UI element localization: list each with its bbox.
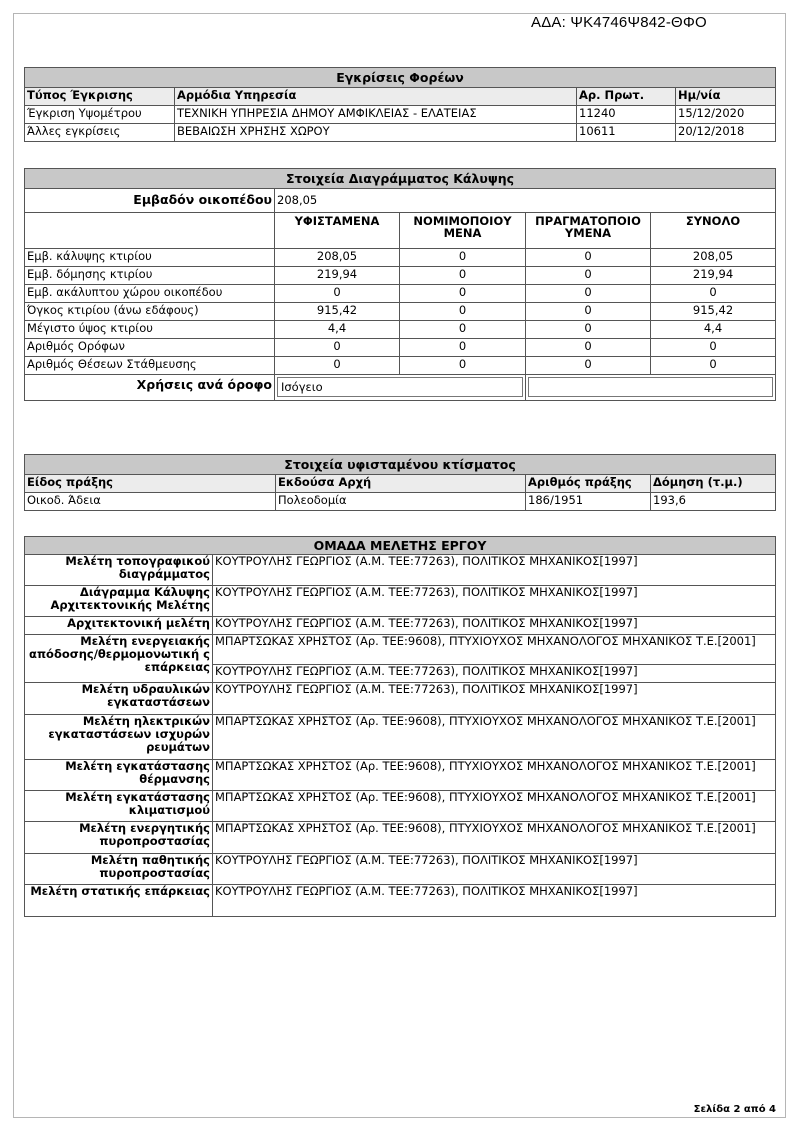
study-engineer: ΜΠΑΡΤΣΩΚΑΣ ΧΡΗΣΤΟΣ (Αρ. ΤΕΕ:9608), ΠΤΥΧΙΟΥΧΟΣ ΜΗΧΑΝΟΛΟΓΟΣ ΜΗΧΑΝΙΚΟΣ Τ.Ε.[2001] — [213, 635, 776, 665]
study-engineer: ΜΠΑΡΤΣΩΚΑΣ ΧΡΗΣΤΟΣ (Αρ. ΤΕΕ:9608), ΠΤΥΧΙΟΥΧΟΣ ΜΗΧΑΝΟΛΟΓΟΣ ΜΗΧΑΝΙΚΟΣ Τ.Ε.[2001] — [213, 822, 776, 854]
cell: Οικοδ. Άδεια — [25, 493, 276, 511]
cell: 915,42 — [651, 303, 776, 321]
page-number: Σελίδα 2 από 4 — [693, 1104, 776, 1115]
col-header: Αρ. Πρωτ. — [577, 88, 676, 106]
team-row — [25, 885, 776, 917]
coverage-table — [24, 168, 776, 401]
study-label: Μελέτη στατικής επάρκειας — [25, 885, 213, 917]
study-engineer: ΚΟΥΤΡΟΥΛΗΣ ΓΕΩΡΓΙΟΣ (Α.Μ. ΤΕΕ:77263), ΠΟΛΙΤΙΚΟΣ ΜΗΧΑΝΙΚΟΣ[1997] — [213, 683, 776, 715]
team-row — [25, 854, 776, 885]
table-row — [25, 321, 776, 339]
cell: 0 — [651, 285, 776, 303]
ada-code: ΑΔΑ: ΨΚ4746Ψ842-ΘΦΟ — [531, 14, 707, 31]
row-label: Εμβ. κάλυψης κτιρίου — [25, 249, 275, 267]
team-row — [25, 555, 776, 586]
cell: 0 — [526, 339, 651, 357]
cell: 219,94 — [651, 267, 776, 285]
study-label: Μελέτη παθητικής πυροπροστασίας — [25, 854, 213, 885]
cell: 0 — [275, 357, 400, 375]
col-header: Αρμόδια Υπηρεσία — [175, 88, 577, 106]
study-engineer: ΜΠΑΡΤΣΩΚΑΣ ΧΡΗΣΤΟΣ (Αρ. ΤΕΕ:9608), ΠΤΥΧΙΟΥΧΟΣ ΜΗΧΑΝΟΛΟΓΟΣ ΜΗΧΑΝΙΚΟΣ Τ.Ε.[2001] — [213, 791, 776, 822]
cell: 0 — [526, 303, 651, 321]
table-row — [25, 249, 776, 267]
cell: 0 — [526, 357, 651, 375]
cell: 219,94 — [275, 267, 400, 285]
uses-label: Χρήσεις ανά όροφο — [25, 375, 275, 401]
uses-value: Ισόγειο — [277, 377, 523, 397]
col-header: Τύπος Έγκρισης — [25, 88, 175, 106]
study-label: Μελέτη εγκατάστασης θέρμανσης — [25, 760, 213, 791]
cell: 11240 — [577, 106, 676, 124]
study-engineer: ΚΟΥΤΡΟΥΛΗΣ ΓΕΩΡΓΙΟΣ (Α.Μ. ΤΕΕ:77263), ΠΟΛΙΤΙΚΟΣ ΜΗΧΑΝΙΚΟΣ[1997] — [213, 617, 776, 635]
cell: 915,42 — [275, 303, 400, 321]
study-label: Μελέτη ηλεκτρικών εγκαταστάσεων ισχυρών ρευμάτων — [25, 715, 213, 760]
study-label: Μελέτη ενεργειακής απόδοσης/θερμομονωτική ς επάρκειας — [25, 635, 213, 683]
table-row — [25, 303, 776, 321]
study-engineer: ΚΟΥΤΡΟΥΛΗΣ ΓΕΩΡΓΙΟΣ (Α.Μ. ΤΕΕ:77263), ΠΟΛΙΤΙΚΟΣ ΜΗΧΑΝΙΚΟΣ[1997] — [213, 586, 776, 617]
table-row — [25, 357, 776, 375]
study-label: Αρχιτεκτονική μελέτη — [25, 617, 213, 635]
uses-cell-2 — [526, 375, 776, 401]
team-row — [25, 683, 776, 715]
cell: ΒΕΒΑΙΩΣΗ ΧΡΗΣΗΣ ΧΩΡΟΥ — [175, 124, 577, 142]
row-label: Μέγιστο ύψος κτιρίου — [25, 321, 275, 339]
row-label: Εμβ. δόμησης κτιρίου — [25, 267, 275, 285]
team-row — [25, 760, 776, 791]
study-engineer: ΚΟΥΤΡΟΥΛΗΣ ΓΕΩΡΓΙΟΣ (Α.Μ. ΤΕΕ:77263), ΠΟΛΙΤΙΚΟΣ ΜΗΧΑΝΙΚΟΣ[1997] — [213, 854, 776, 885]
approvals-title: Εγκρίσεις Φορέων — [25, 68, 776, 88]
existing-building-table — [24, 454, 776, 511]
col-header-total: ΣΥΝΟΛΟ — [651, 213, 776, 249]
team-title: ΟΜΑΔΑ ΜΕΛΕΤΗΣ ΕΡΓΟΥ — [25, 537, 776, 555]
col-header: Ημ/νία — [676, 88, 776, 106]
col-header: Είδος πράξης — [25, 475, 276, 493]
plot-area-label: Εμβαδόν οικοπέδου — [25, 189, 275, 213]
team-row — [25, 617, 776, 635]
cell: Έγκριση Υψομέτρου — [25, 106, 175, 124]
study-engineer: ΜΠΑΡΤΣΩΚΑΣ ΧΡΗΣΤΟΣ (Αρ. ΤΕΕ:9608), ΠΤΥΧΙΟΥΧΟΣ ΜΗΧΑΝΟΛΟΓΟΣ ΜΗΧΑΝΙΚΟΣ Τ.Ε.[2001] — [213, 760, 776, 791]
cell: 4,4 — [275, 321, 400, 339]
cell: 186/1951 — [526, 493, 651, 511]
cell: 0 — [400, 321, 526, 339]
approvals-table — [24, 67, 776, 142]
col-header-existing: ΥΦΙΣΤΑΜΕΝΑ — [275, 213, 400, 249]
table-row — [25, 285, 776, 303]
study-engineer: ΚΟΥΤΡΟΥΛΗΣ ΓΕΩΡΓΙΟΣ (Α.Μ. ΤΕΕ:77263), ΠΟΛΙΤΙΚΟΣ ΜΗΧΑΝΙΚΟΣ[1997] — [213, 555, 776, 586]
cell: Άλλες εγκρίσεις — [25, 124, 175, 142]
table-row — [25, 106, 776, 124]
table-row — [25, 124, 776, 142]
cell: 208,05 — [651, 249, 776, 267]
cell: 20/12/2018 — [676, 124, 776, 142]
study-label: Διάγραμμα Κάλυψης Αρχιτεκτονικής Μελέτης — [25, 586, 213, 617]
study-label: Μελέτη υδραυλικών εγκαταστάσεων — [25, 683, 213, 715]
team-row — [25, 586, 776, 617]
plot-area-value: 208,05 — [275, 189, 776, 213]
cell: 0 — [526, 285, 651, 303]
col-header-realized: ΠΡΑΓΜΑΤΟΠΟΙΟ ΥΜΕΝΑ — [526, 213, 651, 249]
cell: 0 — [400, 339, 526, 357]
team-row — [25, 635, 776, 665]
cell: 208,05 — [275, 249, 400, 267]
col-header: Δόμηση (τ.μ.) — [651, 475, 776, 493]
cell: 0 — [651, 357, 776, 375]
study-engineer: ΚΟΥΤΡΟΥΛΗΣ ΓΕΩΡΓΙΟΣ (Α.Μ. ΤΕΕ:77263), ΠΟΛΙΤΙΚΟΣ ΜΗΧΑΝΙΚΟΣ[1997] — [213, 885, 776, 917]
cell: 0 — [275, 285, 400, 303]
empty-cell — [25, 213, 275, 249]
cell: 15/12/2020 — [676, 106, 776, 124]
cell: 0 — [526, 249, 651, 267]
study-label: Μελέτη εγκατάστασης κλιματισμού — [25, 791, 213, 822]
uses-value-2 — [528, 377, 773, 397]
study-engineer: ΜΠΑΡΤΣΩΚΑΣ ΧΡΗΣΤΟΣ (Αρ. ΤΕΕ:9608), ΠΤΥΧΙΟΥΧΟΣ ΜΗΧΑΝΟΛΟΓΟΣ ΜΗΧΑΝΙΚΟΣ Τ.Ε.[2001] — [213, 715, 776, 760]
cell: 0 — [400, 303, 526, 321]
col-header-legalized: ΝΟΜΙΜΟΠΟΙΟΥ ΜΕΝΑ — [400, 213, 526, 249]
cell: 0 — [400, 357, 526, 375]
cell: 0 — [400, 249, 526, 267]
cell: 0 — [400, 285, 526, 303]
cell: Πολεοδομία — [276, 493, 526, 511]
study-label: Μελέτη ενεργητικής πυροπροστασίας — [25, 822, 213, 854]
row-label: Εμβ. ακάλυπτου χώρου οικοπέδου — [25, 285, 275, 303]
uses-cell — [275, 375, 526, 401]
team-row — [25, 715, 776, 760]
cell: 0 — [526, 321, 651, 339]
study-engineer: ΚΟΥΤΡΟΥΛΗΣ ΓΕΩΡΓΙΟΣ (Α.Μ. ΤΕΕ:77263), ΠΟΛΙΤΙΚΟΣ ΜΗΧΑΝΙΚΟΣ[1997] — [213, 665, 776, 683]
table-row — [25, 339, 776, 357]
table-row — [25, 493, 776, 511]
col-header: Αριθμός πράξης — [526, 475, 651, 493]
cell: ΤΕΧΝΙΚΗ ΥΠΗΡΕΣΙΑ ΔΗΜΟΥ ΑΜΦΙΚΛΕΙΑΣ - ΕΛΑΤΕΙΑΣ — [175, 106, 577, 124]
cell: 193,6 — [651, 493, 776, 511]
cell: 4,4 — [651, 321, 776, 339]
cell: 0 — [275, 339, 400, 357]
cell: 10611 — [577, 124, 676, 142]
cell: 0 — [651, 339, 776, 357]
row-label: Αριθμός Ορόφων — [25, 339, 275, 357]
cell: 0 — [400, 267, 526, 285]
team-row — [25, 822, 776, 854]
col-header: Εκδούσα Αρχή — [276, 475, 526, 493]
table-row — [25, 267, 776, 285]
cell: 0 — [526, 267, 651, 285]
row-label: Όγκος κτιρίου (άνω εδάφους) — [25, 303, 275, 321]
coverage-title: Στοιχεία Διαγράμματος Κάλυψης — [25, 169, 776, 189]
row-label: Αριθμός Θέσεων Στάθμευσης — [25, 357, 275, 375]
study-team-table — [24, 536, 776, 917]
study-label: Μελέτη τοπογραφικού διαγράμματος — [25, 555, 213, 586]
team-row — [25, 791, 776, 822]
existing-title: Στοιχεία υφισταμένου κτίσματος — [25, 455, 776, 475]
